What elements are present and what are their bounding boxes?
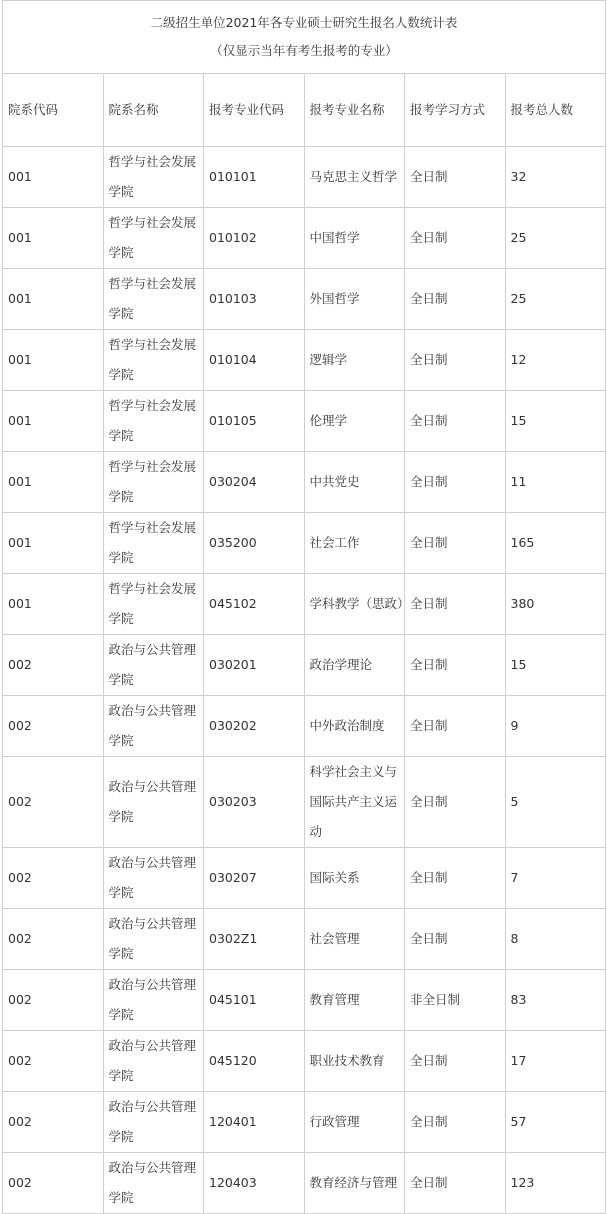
cell-major-code: 010104 bbox=[204, 330, 305, 391]
cell-dept-name: 哲学与社会发展学院 bbox=[103, 330, 204, 391]
cell-total-applicants: 32 bbox=[505, 147, 606, 208]
cell-study-mode: 全日制 bbox=[405, 452, 506, 513]
title-cell bbox=[3, 1, 606, 74]
cell-major-code: 030203 bbox=[204, 757, 305, 848]
cell-total-applicants: 7 bbox=[505, 848, 606, 909]
cell-total-applicants: 5 bbox=[505, 757, 606, 848]
cell-major-code: 010103 bbox=[204, 269, 305, 330]
cell-dept-code: 001 bbox=[3, 452, 104, 513]
cell-dept-name: 哲学与社会发展学院 bbox=[103, 452, 204, 513]
cell-dept-code: 002 bbox=[3, 1092, 104, 1153]
cell-dept-name: 政治与公共管理学院 bbox=[103, 635, 204, 696]
cell-major-code: 010105 bbox=[204, 391, 305, 452]
table-row bbox=[3, 208, 606, 269]
cell-total-applicants: 17 bbox=[505, 1031, 606, 1092]
cell-major-code: 010102 bbox=[204, 208, 305, 269]
cell-study-mode: 全日制 bbox=[405, 757, 506, 848]
cell-major-name: 科学社会主义与国际共产主义运动 bbox=[304, 757, 405, 848]
cell-dept-name: 哲学与社会发展学院 bbox=[103, 147, 204, 208]
cell-study-mode: 全日制 bbox=[405, 635, 506, 696]
cell-dept-name: 哲学与社会发展学院 bbox=[103, 391, 204, 452]
cell-total-applicants: 11 bbox=[505, 452, 606, 513]
cell-total-applicants: 12 bbox=[505, 330, 606, 391]
cell-major-name: 外国哲学 bbox=[304, 269, 405, 330]
cell-major-name: 中外政治制度 bbox=[304, 696, 405, 757]
table-row bbox=[3, 696, 606, 757]
cell-major-code: 0302Z1 bbox=[204, 909, 305, 970]
cell-total-applicants: 83 bbox=[505, 970, 606, 1031]
cell-dept-name: 哲学与社会发展学院 bbox=[103, 269, 204, 330]
header-dept-name: 院系名称 bbox=[103, 74, 204, 147]
table-row bbox=[3, 757, 606, 848]
cell-dept-code: 001 bbox=[3, 147, 104, 208]
table-row bbox=[3, 909, 606, 970]
cell-major-code: 045102 bbox=[204, 574, 305, 635]
cell-dept-code: 001 bbox=[3, 513, 104, 574]
cell-dept-code: 002 bbox=[3, 696, 104, 757]
cell-dept-name: 政治与公共管理学院 bbox=[103, 909, 204, 970]
cell-study-mode: 全日制 bbox=[405, 848, 506, 909]
table-row bbox=[3, 147, 606, 208]
cell-major-name: 伦理学 bbox=[304, 391, 405, 452]
cell-major-name: 行政管理 bbox=[304, 1092, 405, 1153]
cell-major-name: 国际关系 bbox=[304, 848, 405, 909]
cell-major-name: 政治学理论 bbox=[304, 635, 405, 696]
cell-study-mode: 全日制 bbox=[405, 1031, 506, 1092]
table-row bbox=[3, 391, 606, 452]
cell-total-applicants: 165 bbox=[505, 513, 606, 574]
cell-dept-name: 哲学与社会发展学院 bbox=[103, 574, 204, 635]
cell-major-name: 中国哲学 bbox=[304, 208, 405, 269]
cell-dept-code: 001 bbox=[3, 208, 104, 269]
cell-dept-code: 001 bbox=[3, 330, 104, 391]
cell-study-mode: 全日制 bbox=[405, 269, 506, 330]
cell-dept-code: 002 bbox=[3, 635, 104, 696]
cell-major-name: 马克思主义哲学 bbox=[304, 147, 405, 208]
cell-dept-code: 001 bbox=[3, 391, 104, 452]
cell-study-mode: 全日制 bbox=[405, 574, 506, 635]
cell-study-mode: 全日制 bbox=[405, 1092, 506, 1153]
cell-dept-name: 政治与公共管理学院 bbox=[103, 696, 204, 757]
cell-major-code: 120403 bbox=[204, 1153, 305, 1214]
table-row bbox=[3, 574, 606, 635]
table-row bbox=[3, 1031, 606, 1092]
cell-total-applicants: 15 bbox=[505, 635, 606, 696]
cell-major-code: 010101 bbox=[204, 147, 305, 208]
cell-study-mode: 全日制 bbox=[405, 391, 506, 452]
cell-major-name: 逻辑学 bbox=[304, 330, 405, 391]
cell-major-code: 030201 bbox=[204, 635, 305, 696]
cell-study-mode: 全日制 bbox=[405, 696, 506, 757]
cell-dept-code: 002 bbox=[3, 909, 104, 970]
cell-dept-code: 002 bbox=[3, 1153, 104, 1214]
title-row bbox=[3, 1, 606, 74]
header-major-code: 报考专业代码 bbox=[204, 74, 305, 147]
cell-dept-name: 政治与公共管理学院 bbox=[103, 1153, 204, 1214]
table-title: 二级招生单位2021年各专业硕士研究生报名人数统计表 bbox=[150, 15, 458, 30]
cell-total-applicants: 25 bbox=[505, 269, 606, 330]
table-row bbox=[3, 1092, 606, 1153]
cell-major-code: 030202 bbox=[204, 696, 305, 757]
cell-dept-name: 哲学与社会发展学院 bbox=[103, 513, 204, 574]
cell-total-applicants: 380 bbox=[505, 574, 606, 635]
table-row bbox=[3, 513, 606, 574]
cell-major-name: 学科教学（思政） bbox=[304, 574, 405, 635]
cell-total-applicants: 8 bbox=[505, 909, 606, 970]
cell-dept-code: 002 bbox=[3, 848, 104, 909]
table-row bbox=[3, 330, 606, 391]
cell-dept-code: 001 bbox=[3, 269, 104, 330]
header-row bbox=[3, 74, 606, 147]
cell-major-name: 教育经济与管理 bbox=[304, 1153, 405, 1214]
cell-study-mode: 全日制 bbox=[405, 147, 506, 208]
cell-study-mode: 全日制 bbox=[405, 513, 506, 574]
cell-total-applicants: 57 bbox=[505, 1092, 606, 1153]
cell-major-code: 045101 bbox=[204, 970, 305, 1031]
cell-study-mode: 非全日制 bbox=[405, 970, 506, 1031]
cell-major-name: 社会管理 bbox=[304, 909, 405, 970]
cell-major-code: 120401 bbox=[204, 1092, 305, 1153]
table-row bbox=[3, 970, 606, 1031]
cell-dept-name: 政治与公共管理学院 bbox=[103, 848, 204, 909]
cell-major-name: 社会工作 bbox=[304, 513, 405, 574]
cell-study-mode: 全日制 bbox=[405, 208, 506, 269]
header-total-applicants: 报考总人数 bbox=[505, 74, 606, 147]
cell-dept-code: 002 bbox=[3, 757, 104, 848]
table-row bbox=[3, 635, 606, 696]
cell-dept-name: 政治与公共管理学院 bbox=[103, 970, 204, 1031]
table-row bbox=[3, 452, 606, 513]
cell-dept-code: 002 bbox=[3, 970, 104, 1031]
table-subtitle: （仅显示当年有考生报考的专业） bbox=[210, 43, 398, 58]
cell-major-name: 教育管理 bbox=[304, 970, 405, 1031]
cell-major-code: 030207 bbox=[204, 848, 305, 909]
cell-major-code: 045120 bbox=[204, 1031, 305, 1092]
cell-major-name: 中共党史 bbox=[304, 452, 405, 513]
cell-dept-name: 哲学与社会发展学院 bbox=[103, 208, 204, 269]
header-dept-code: 院系代码 bbox=[3, 74, 104, 147]
cell-dept-name: 政治与公共管理学院 bbox=[103, 1092, 204, 1153]
cell-major-name: 职业技术教育 bbox=[304, 1031, 405, 1092]
table-row bbox=[3, 269, 606, 330]
cell-major-code: 030204 bbox=[204, 452, 305, 513]
cell-total-applicants: 15 bbox=[505, 391, 606, 452]
table-row bbox=[3, 848, 606, 909]
enrollment-stats-table bbox=[2, 0, 606, 1214]
cell-dept-name: 政治与公共管理学院 bbox=[103, 757, 204, 848]
header-study-mode: 报考学习方式 bbox=[405, 74, 506, 147]
cell-study-mode: 全日制 bbox=[405, 1153, 506, 1214]
cell-study-mode: 全日制 bbox=[405, 909, 506, 970]
header-major-name: 报考专业名称 bbox=[304, 74, 405, 147]
cell-dept-code: 001 bbox=[3, 574, 104, 635]
cell-total-applicants: 9 bbox=[505, 696, 606, 757]
cell-dept-name: 政治与公共管理学院 bbox=[103, 1031, 204, 1092]
cell-major-code: 035200 bbox=[204, 513, 305, 574]
cell-study-mode: 全日制 bbox=[405, 330, 506, 391]
cell-total-applicants: 25 bbox=[505, 208, 606, 269]
cell-dept-code: 002 bbox=[3, 1031, 104, 1092]
table-row bbox=[3, 1153, 606, 1214]
cell-total-applicants: 123 bbox=[505, 1153, 606, 1214]
